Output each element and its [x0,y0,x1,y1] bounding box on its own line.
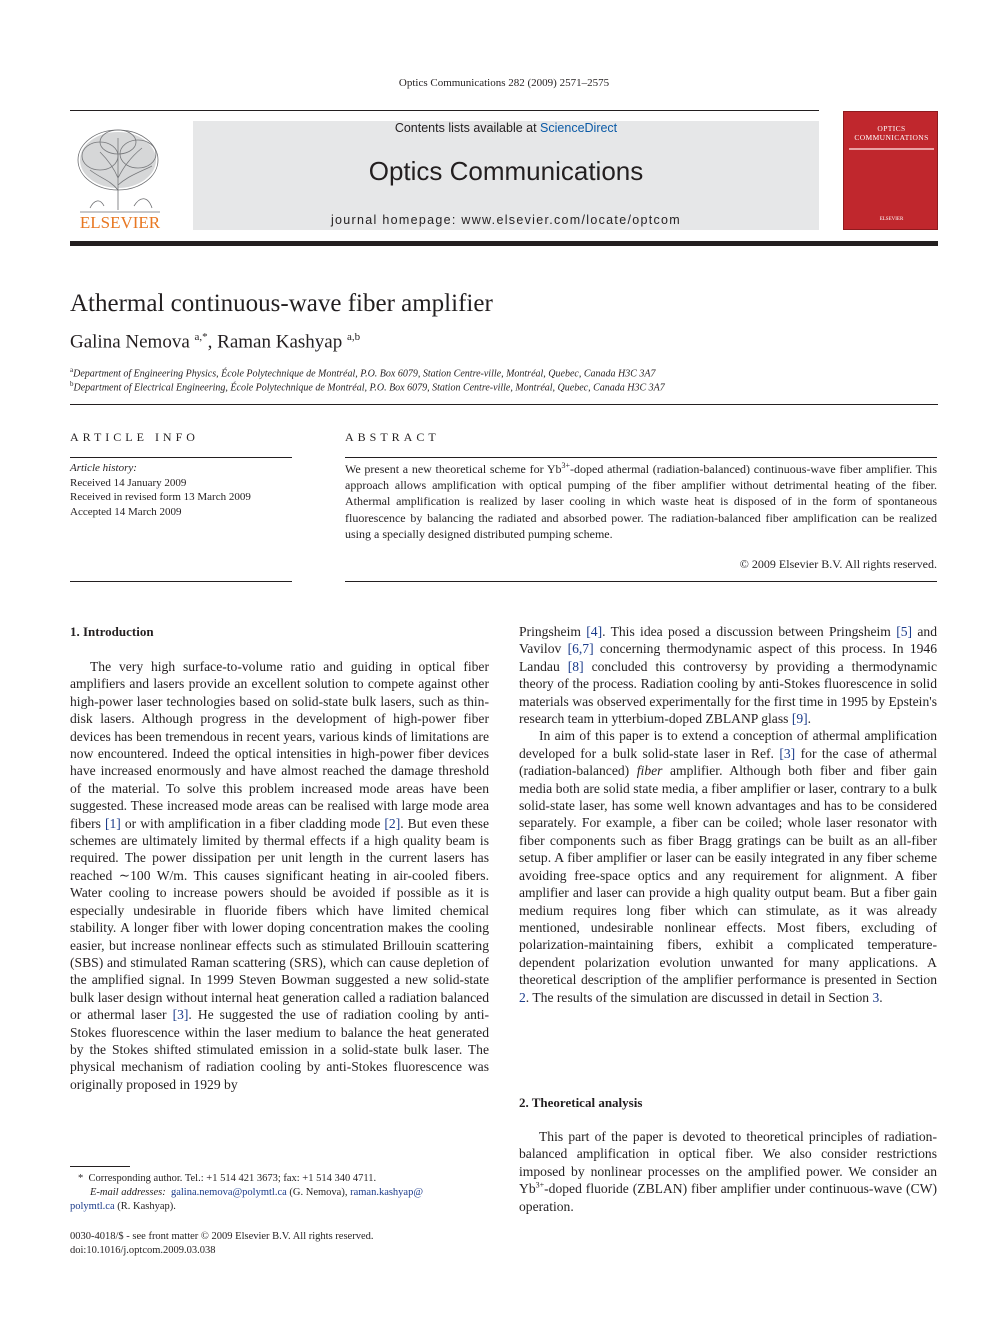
citation-link[interactable]: [8] [567,658,584,674]
citation-link[interactable]: [4] [586,624,603,639]
journal-homepage[interactable]: journal homepage: www.elsevier.com/locate/optcom [330,213,682,227]
citation-link[interactable]: [9] [791,711,808,727]
abstract-copyright: © 2009 Elsevier B.V. All rights reserved. [739,557,937,571]
affil-text: Department of Electrical Engineering, École Polytechnique de Montréal, P.O. Box 6079, Station Centre-ville, Montréal, Quebec, Canada H3C 3A7 [73,382,665,394]
history-label: Article history: [70,462,137,474]
section-link[interactable]: 2 [519,989,526,1005]
citation-link[interactable]: [5] [896,624,913,639]
right-column-text-2 [519,1128,937,1215]
info-rule-bottom [70,581,292,582]
text-run: or with amplification in a fiber cladding mode [120,815,385,831]
text-run: This part of the paper is devoted to theoretical principles of radiation-balanced amplification in optical fiber. We also consider restrictions imposed by nonlinear processes on the amplified power. We consider an Yb [519,1129,937,1197]
footnote-text: (G. Nemova), [286,1187,351,1198]
paragraph [519,623,937,727]
text-run: . This idea posed a discussion between Pringsheim [602,624,897,639]
title-rule [70,404,938,405]
masthead-rule [70,241,938,246]
citation-link[interactable]: [3] [172,1007,189,1023]
cover-band [849,148,934,150]
left-column-text [70,658,489,1093]
front-matter-info [70,1230,373,1258]
article-title: Athermal continuous-wave fiber amplifier [70,290,493,317]
email-link[interactable]: raman.kashyap@ [350,1187,424,1198]
text-run: and Vavilov [519,624,938,657]
author-affil-mark: a,b [346,331,361,343]
footnote-text: (R. Kashyap). [114,1201,176,1212]
text-run: . He suggested the use of radiation cooling by anti-Stokes fluorescence within the laser medium to balance the heat generated by the Stokes shifted stimulated emission in a solid-state bulk laser. The physical mechanism of radiation cooling by anti-Stokes fluorescence was originally proposed in 1929 by [70,1007,489,1092]
text-run: In aim of this paper is to extend a conception of athermal amplification developed for a bulk solid-state laser in Ref. [519,728,937,761]
elsevier-logo [70,120,170,232]
superscript: 3+ [561,461,571,470]
article-info-heading: ARTICLE INFO [70,430,199,444]
text-run: The very high surface-to-volume ratio and guiding in optical fiber amplifiers and lasers provide an excellent solution to compete against other high-power laser technologies based on solid-state bulk lasers, such as thin-disk lasers. Although progress in the development of high-power fiber devices has been tremendous in recent years, various kinds of limitations are now encountered. Indeed the optical intensities in high-power fiber devices have increased enormously and have almost reached the damage threshold of the material. To solve this problem increased mode areas have been suggested. These increased mode areas can be realised with large mode area fibers [70,659,489,831]
email-label: E-mail addresses: [90,1187,166,1198]
received-date: Received 14 January 2009 [70,476,187,489]
author-name[interactable]: Raman Kashyap [217,331,343,353]
footnote [70,1172,489,1214]
citation-link[interactable]: [3] [779,745,796,761]
text-run: . But even these schemes are ultimately limited by thermal effects if a high quality beam is required. The power dissipation per unit length in the current lasers has reached ∼100 W/m. This causes significant heating in air-cooled fibers. Water cooling to increase powers should be avoided if possible as it is especially undesirable in fluoride fibers which have limited chemical stability. A longer fiber with lower doping concentration makes the cooling easier, but increase nonlinear effects such as stimulated Brillouin scattering (SBS) and stimulated Raman scattering (SRS), which can cause depletion of the amplified signal. In 1999 Steven Bowman suggested a new solid-state bulk laser design without internal heat generation called a radiation balanced or athermal laser [70,815,489,1023]
abstract-text [345,461,937,542]
section-1-heading: 1. Introduction [70,624,154,639]
text-run: Pringsheim [519,624,587,639]
email-link[interactable]: polymtl.ca [70,1201,115,1212]
footnote-mark: * [78,1173,84,1184]
superscript: 3+ [535,1180,545,1190]
article-history [70,461,251,519]
citation-link[interactable]: [2] [384,815,401,831]
revised-date: Received in revised form 13 March 2009 [70,491,251,503]
accepted-date: Accepted 14 March 2009 [70,505,182,518]
section-link[interactable]: 3 [872,989,880,1005]
paragraph [519,727,937,1006]
abstract-part: We present a new theoretical scheme for Yb [345,462,562,476]
doi-line[interactable]: doi:10.1016/j.optcom.2009.03.038 [70,1245,216,1256]
author-affil-mark: a,* [194,331,208,343]
sciencedirect-link[interactable]: ScienceDirect [540,121,618,135]
text-run: . The results of the simulation are discussed in detail in Section [525,989,873,1005]
affiliation-a [70,366,656,379]
abstract-rule-top [345,457,937,458]
affiliation-b [70,380,665,393]
journal-cover [843,111,938,230]
contents-prefix: Contents lists available at [394,121,541,135]
right-column-text [519,623,937,1006]
text-run: for the case of athermal (radiation-balanced) [519,745,937,779]
contents-line [193,121,819,135]
emphasis: fiber [636,763,663,779]
citation-link[interactable]: [1] [104,815,121,831]
email-link[interactable]: galina.nemova@polymtl.ca [170,1187,287,1198]
header-rule [70,110,819,111]
journal-title: Optics Communications [368,156,644,186]
author-separator: , [207,331,218,353]
issn-line: 0030-4018/$ - see front matter © 2009 Elsevier B.V. All rights reserved. [70,1231,374,1242]
footnote-rule [70,1166,130,1167]
journal-citation: Optics Communications 282 (2009) 2571–2575 [398,77,610,89]
paragraph [70,658,489,1093]
abstract-part: -doped athermal (radiation-balanced) continuous-wave fiber amplifier. This approach allows amplification with optical pumping of the fiber amplifier without detrimental heating of the fiber. Athermal amplification is realized by laser cooling in which waste heat is disposed of in the form of spontaneous fluorescence by balancing the radiated and absorbed power. The radiation-balanced fiber amplification can be realized using a specially designed distributed pumping scheme. [345,462,937,541]
info-rule-top [70,457,292,458]
elsevier-wordmark: ELSEVIER [79,213,161,232]
text-run: amplifier. Although both fiber and fiber gain media both are solid state media, a fiber amplifier or laser, contrary to a bulk solid-state laser, has some well known advantages and has to be considered separately. For example, a fiber can be coiled; whole laser resonator with fiber components such as fiber Bragg gratings can be built as an all-fiber setup. A fiber amplifier or laser can be easily integrated in any fiber scheme avoiding free-space optics and any requirement for alignment. A fiber amplifier and laser can provide a high quality output beam. But a fiber gain medium requires long fiber which can stimulate, as it was already mentioned, undesirable nonlinear effects. Most fibers, excluding of polarization-maintaining fibers, exhibit a complicated temperature-dependent polarization evolution unwanted for many applications. A theoretical description of the amplifier performance is presented in Section [519,763,937,988]
author-name[interactable]: Galina Nemova [70,331,190,353]
text-run: concerning thermodynamic aspect of this process. In 1946 Landau [519,641,938,674]
affil-text: Department of Engineering Physics, École Polytechnique de Montréal, P.O. Box 6079, Station Centre-ville, Montréal, Quebec, Canada H3C 3A7 [73,368,656,380]
author-line [70,331,360,353]
section-2-heading: 2. Theoretical analysis [519,1095,643,1110]
footnote-text: Corresponding author. Tel.: +1 514 421 3673; fax: +1 514 340 4711. [88,1173,377,1184]
cover-publisher: ELSEVIER [879,217,904,222]
cover-title: OPTICS COMMUNICATIONS [854,124,929,142]
abstract-rule-bottom [345,581,937,582]
affil-label: a [70,366,74,374]
affil-label: b [70,380,74,388]
text-run: concluded this controversy by providing a thermodynamic theory of the process. Radiation cooling by anti-Stokes fluorescence in solid materials was observed experimentally for the first time in 1995 by Epstein's research team in ytterbium-doped ZBLANP glass [519,658,937,727]
text-run: . [807,711,812,727]
paragraph [519,1128,937,1215]
abstract-heading: ABSTRACT [345,430,440,444]
text-run: -doped fluoride (ZBLAN) fiber amplifier under continuous-wave (CW) operation. [519,1181,937,1214]
text-run: . [879,989,883,1005]
elsevier-tree-icon [70,120,170,232]
citation-link[interactable]: [6,7] [567,641,594,657]
